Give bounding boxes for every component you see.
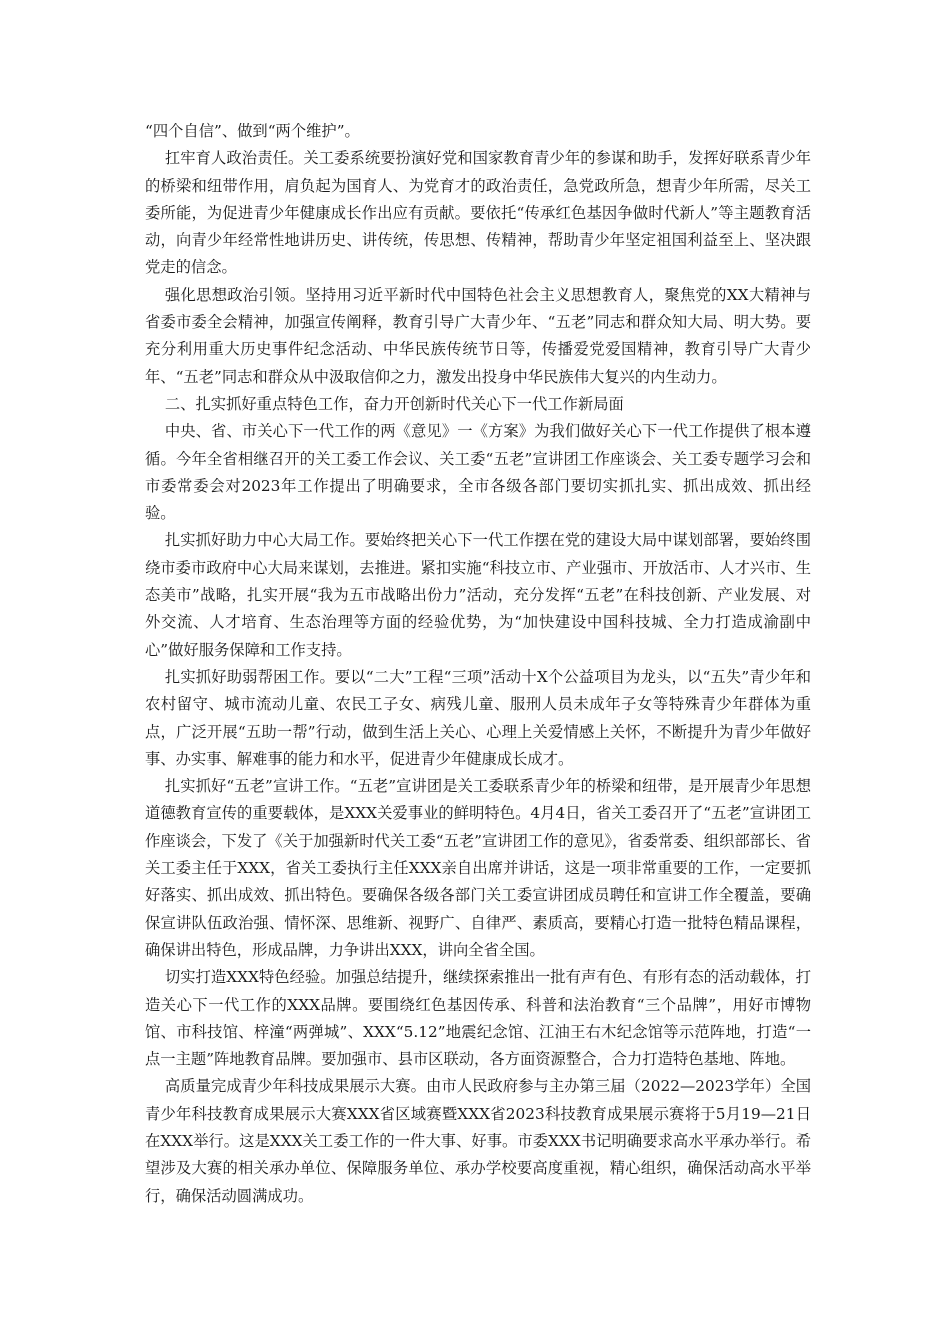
paragraph-central-guidance: 中央、省、市关心下一代工作的两《意见》一《方案》为我们做好关心下一代工作提供了根本遵循。今年全省相继召开的关工委工作会议、关工委“五老”宣讲团工作座谈会、关工委专题学习会和市委常委会对2023年工作提出了明确要求，全市各级各部门要切实抓扎实、抓出成效、抓出经验。: [145, 422, 811, 523]
document-body: [145, 118, 811, 1210]
paragraph-ideological-guidance: 强化思想政治引领。坚持用习近平新时代中国特色社会主义思想教育人，聚焦党的XX大精神与省委市委全会精神，加强宣传阐释，教育引导广大青少年、“五老”同志和群众知大局、明大势。要充分利用重大历史事件纪念活动、中华民族传统节日等，传播爱党爱国精神，教育引导广大青少年、“五老”同志和群众从中汲取信仰之力，激发出投身中华民族伟大复兴的内生动力。: [145, 285, 811, 386]
paragraph-continuation: “四个自信”、做到“两个维护”。: [145, 122, 360, 140]
paragraph-help-the-weak: 扎实抓好助弱帮困工作。要以“二大”工程“三项”活动十X个公益项目为龙头，以“五失”青少年和农村留守、城市流动儿童、农民工子女、病残儿童、服刑人员未成年子女等特殊青少年群体为重点，广泛开展“五助一帮”行动，做到生活上关心、心理上关爱情感上关怀，不断提升为青少年做好事、办实事、解难事的能力和水平，促进青少年健康成长成才。: [145, 667, 811, 768]
paragraph-wulao-lectures: 扎实抓好“五老”宣讲工作。“五老”宣讲团是关工委联系青少年的桥梁和纽带，是开展青少年思想道德教育宣传的重要载体，是XXX关爱事业的鲜明特色。4月4日，省关工委召开了“五老”宣讲团工作座谈会，下发了《关于加强新时代关工委“五老”宣讲团工作的意见》，省委常委、组织部部长、省关工委主任于XXX，省关工委执行主任XXX亲自出席并讲话，这是一项非常重要的工作，一定要抓好落实、抓出成效、抓出特色。要确保各级各部门关工委宣讲团成员聘任和宣讲工作全覆盖，要确保宣讲队伍政治强、情怀深、思维新、视野广、自律严、素质高，要精心打造一批特色精品课程，确保讲出特色，形成品牌，力争讲出XXX，讲向全省全国。: [145, 777, 811, 959]
paragraph-political-responsibility: 扛牢育人政治责任。关工委系统要扮演好党和国家教育青少年的参谋和助手，发挥好联系青少年的桥梁和纽带作用，肩负起为国育人、为党育才的政治责任，急党政所急，想青少年所需，尽关工委所能，为促进青少年健康成长作出应有贡献。要依托“传承红色基因争做时代新人”等主题教育活动，向青少年经常性地讲历史、讲传统，传思想、传精神，帮助青少年坚定祖国利益至上、坚决跟党走的信念。: [145, 149, 811, 277]
paragraph-tech-competition: 高质量完成青少年科技成果展示大赛。由市人民政府参与主办第三届（2022—2023学年）全国青少年科技教育成果展示大赛XXX省区域赛暨XXX省2023科技教育成果展示赛将于5月19—21日在XXX举行。这是XXX关工委工作的一件大事、好事。市委XXX书记明确要求高水平承办举行。希望涉及大赛的相关承办单位、保障服务单位、承办学校要高度重视，精心组织，确保活动高水平举行，确保活动圆满成功。: [145, 1077, 811, 1205]
section-heading-2: 二、扎实抓好重点特色工作，奋力开创新时代关心下一代工作新局面: [164, 394, 624, 413]
paragraph-featured-experience: 切实打造XXX特色经验。加强总结提升，继续探索推出一批有声有色、有形有态的活动载体，打造关心下一代工作的XXX品牌。要围绕红色基因传承、科普和法治教育“三个品牌”，用好市博物馆、市科技馆、梓潼“两弹城”、XXX“5.12”地震纪念馆、江油王右木纪念馆等示范阵地，打造“一点一主题”阵地教育品牌。要加强市、县市区联动，各方面资源整合，合力打造特色基地、阵地。: [145, 968, 811, 1069]
paragraph-central-work: 扎实抓好助力中心大局工作。要始终把关心下一代工作摆在党的建设大局中谋划部署，要始终围绕市委市政府中心大局来谋划，去推进。紧扣实施“科技立市、产业强市、开放活市、人才兴市、生态美市”战略，扎实开展“我为五市战略出份力”活动，充分发挥“五老”在科技创新、产业发展、对外交流、人才培育、生态治理等方面的经验优势，为“加快建设中国科技城、全力打造成渝副中心”做好服务保障和工作支持。: [145, 531, 811, 659]
